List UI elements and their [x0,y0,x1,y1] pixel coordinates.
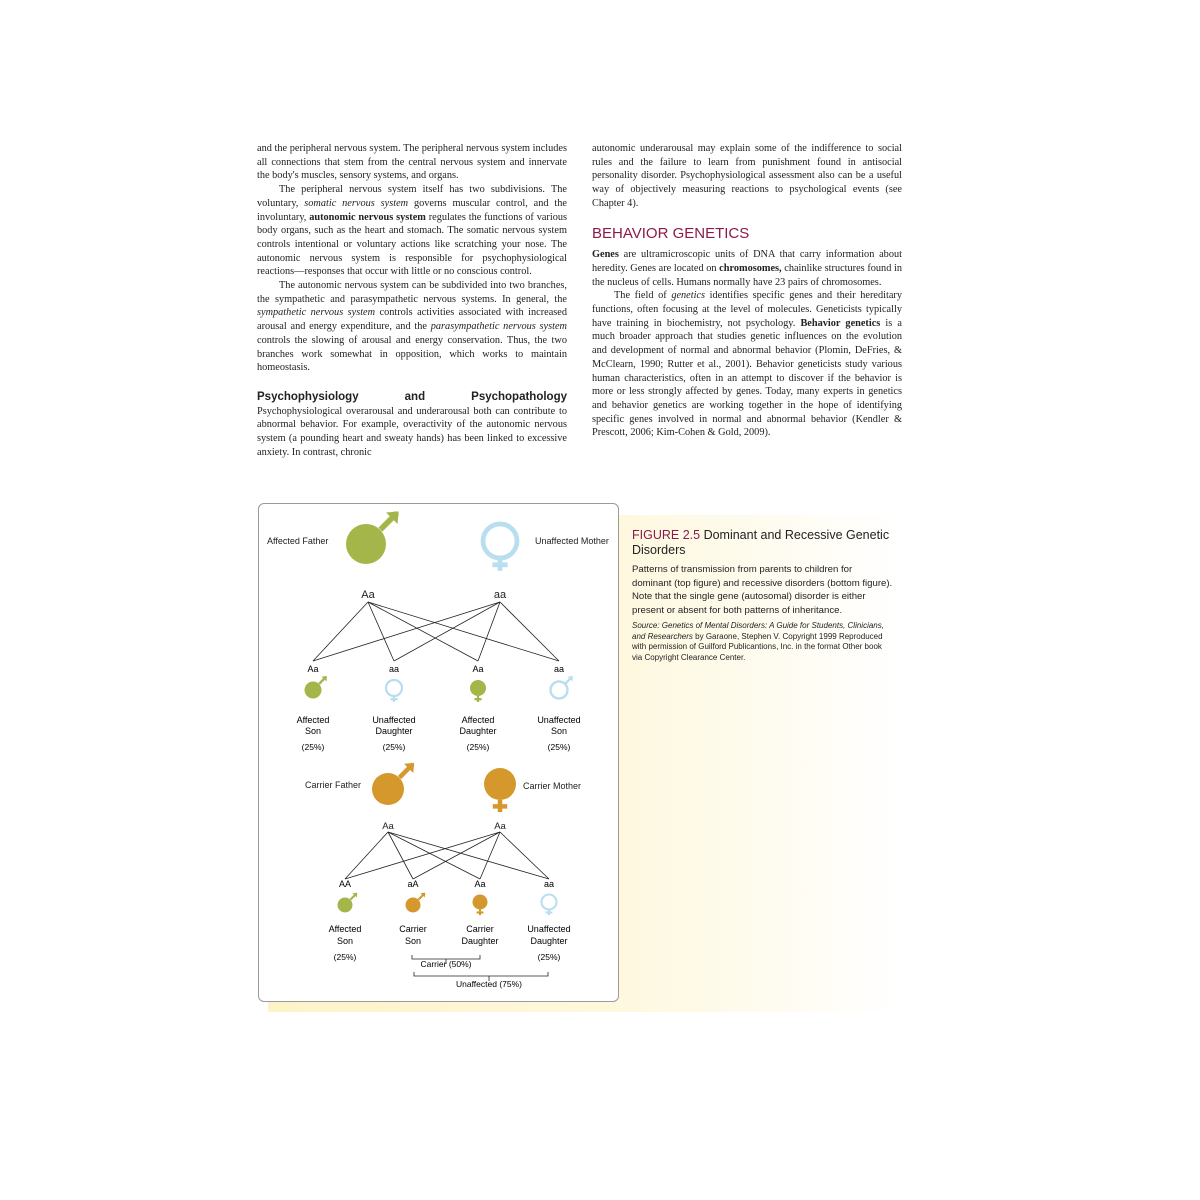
inheritance-line [478,602,500,661]
inheritance-line [368,602,478,661]
figure-title: Dominant and Recessive Genetic Disorders [632,528,890,557]
child-genotype: aa [388,664,400,674]
child-percent: (25%) [333,952,357,962]
carrier-father-male-icon [372,763,414,805]
term-genetics: genetics [671,290,706,302]
paragraph: The peripheral nervous system itself has two subdivisions. The voluntary, somatic nervous system governs muscular control, and the involuntary, autonomic nervous system regulates the functions of various body organs, such as the heart and stomach. The somatic nervous system controls intentional or voluntary actions like scratching your nose. The autonomic nervous system is responsible for psychophysiological reactions—responses that occur with little or no conscious control. [257,184,568,278]
inheritance-line [413,832,500,879]
child-label: Unaffected [527,924,571,934]
child-label: Affected [461,715,495,725]
unaffected-daughter-female-icon [386,680,402,702]
child-percent: (25%) [466,742,490,752]
figure-caption [632,528,894,663]
term-genes: Genes [592,249,619,261]
figure-label: FIGURE 2.5 [632,528,701,542]
carrier-bracket-label: Carrier (50%) [420,959,472,969]
top-connection-lines [313,602,559,661]
bottom-child [527,879,570,962]
bottom-child [329,879,362,962]
child-label: Son [550,726,568,736]
child-genotype: Aa [474,879,486,889]
subsection-heading: Psychophysiology and Psychopathology [257,390,567,403]
child-label: Daughter [375,726,413,736]
child-genotype: aa [553,664,565,674]
right-text-column [592,142,902,440]
affected-father-male-icon [346,511,399,564]
bottom-father-label: Carrier Father [305,780,362,790]
term-behavior-genetics: Behavior genetics [800,317,881,329]
term-somatic: somatic nervous system [304,197,409,209]
term-sympathetic: sympathetic nervous system [257,307,376,319]
figure-box [258,503,619,1002]
child-label: Affected [296,715,330,725]
child-label: Daughter [461,936,499,946]
paragraph: Psychophysiology and Psychopathology Psychophysiological overarousal and underarousal both can contribute to abnormal behavior. For example, overactivity of the autonomic nervous system (a pounding heart and sweaty hands) has been linked to excessive anxiety. In contrast, chronic [257,390,567,458]
child-percent: (25%) [301,742,325,752]
inheritance-line [388,832,480,879]
bottom-mother-genotype: Aa [494,821,506,832]
term-autonomic: autonomic nervous system [309,211,426,223]
unaffected-bracket-label: Unaffected (75%) [456,979,522,989]
child-label: Daughter [459,726,497,736]
bottom-mother-label: Carrier Mother [523,781,582,791]
bottom-father-genotype: Aa [382,821,394,832]
child-genotype: aA [407,879,419,889]
inheritance-line [345,832,500,879]
child-label: Unaffected [537,715,581,725]
unaffected-son-male-icon [551,676,573,698]
paragraph: autonomic underarousal may explain some of the indifference to social rules and the failure to learn from punishment found in antisocial personality disorder. Psychophysiological assessment also can be a useful way of objectively measuring reactions to psychological events (see Chapter 4). [592,143,902,209]
child-genotype: aa [543,879,555,889]
inheritance-line [345,832,388,879]
inheritance-line [480,832,500,879]
left-text-column [257,142,567,459]
child-label: Daughter [530,936,568,946]
inheritance-line [313,602,500,661]
paragraph: and the peripheral nervous system. The peripheral nervous system includes all connections that stem from the central nervous system and innervate the body's muscles, sensory systems, and organs. [257,143,567,182]
inheritance-line [394,602,500,661]
inheritance-line [368,602,394,661]
inheritance-diagram [259,504,618,1001]
carrier-son-male-icon [406,893,426,913]
child-label: Affected [328,924,362,934]
child-label: Unaffected [372,715,416,725]
child-label: Son [336,936,354,946]
unaffected-mother-female-icon [483,524,517,571]
top-mother-label: Unaffected Mother [535,536,609,546]
child-percent: (25%) [537,952,561,962]
inheritance-line [368,602,559,661]
caption-source: Source: Genetics of Mental Disorders: A Guide for Students, Clinicians, and Researchers by Garaone, Stephen V. Copyright 1999 Reproduced with permission of Guilford Publicantions, Inc. in the format Other book via Copyright Clearance Center. [632,621,884,662]
source-title: Source: Genetics of Mental Disorders: A Guide for Students, Clinicians, and Researchers [632,621,884,641]
child-percent: (25%) [547,742,571,752]
child-percent: (25%) [382,742,406,752]
caption-body: Patterns of transmission from parents to children for dominant (top figure) and recessive disorders (bottom figure). Note that the single gene (autosomal) disorder is either present or absent for both patterns of inheritance. [632,564,893,616]
term-parasympathetic: parasympathetic nervous system [430,321,567,333]
child-label: Carrier [399,924,427,934]
carrier-daughter-female-icon [473,895,488,916]
paragraph: The autonomic nervous system can be subdivided into two branches, the sympathetic and parasympathetic nervous systems. In general, the sympathetic nervous system controls activities associated with increased arousal and energy expenditure, and the parasympathetic nervous system controls the slowing of arousal and energy conservation. Thus, the two branches work somewhat in opposition, which works to maintain homeostasis. [257,280,567,374]
affected-son-male-icon [338,893,358,913]
child-label: Son [304,726,322,736]
child-label: Son [404,936,422,946]
unaffected-daughter-female-icon [542,895,557,916]
affected-son-male-icon [305,676,327,698]
sex-symbols [305,511,573,915]
top-father-genotype: Aa [361,589,375,601]
section-heading: BEHAVIOR GENETICS [592,224,750,242]
child-genotype: Aa [307,664,319,674]
caption-title [632,528,894,558]
bottom-connection-lines [345,832,549,879]
top-child [372,664,415,752]
child-genotype: Aa [472,664,484,674]
paragraph: The field of genetics identifies specific genes and their hereditary functions, often focusing at the level of molecules. Geneticists typically have training in biochemistry, not psychology. Behavior genetics is a much broader approach that studies genetic influences on the evolution and development of normal and abnormal behavior (Plomin, DeFries, & McClearn, 1990; Rutter et al., 2001). Behavior geneticists study various human characteristics, often in an attempt to discover if the behavior is more or less strongly affected by genes. Today, many experts in genetics and behavior genetics are working together in the hope of identifying specific genes involved in normal and abnormal behavior (Kendler & Prescott, 2006; Kim-Cohen & Gold, 2009). [592,290,902,439]
top-child [537,664,580,752]
child-label: Carrier [466,924,494,934]
top-child [459,664,496,752]
child-genotype: AA [338,879,352,889]
affected-daughter-female-icon [470,680,486,702]
paragraph: Genes are ultramicroscopic units of DNA that carry information about heredity. Genes are located on chromosomes, chainlike structures found in the nucleus of cells. Humans normally have 23 pairs of chromosomes. [592,249,902,288]
carrier-mother-female-icon [484,768,516,812]
top-mother-genotype: aa [493,589,507,601]
inheritance-line [388,832,413,879]
top-father-label: Affected Father [267,536,329,546]
term-chromosomes: chromosomes, [719,262,782,274]
